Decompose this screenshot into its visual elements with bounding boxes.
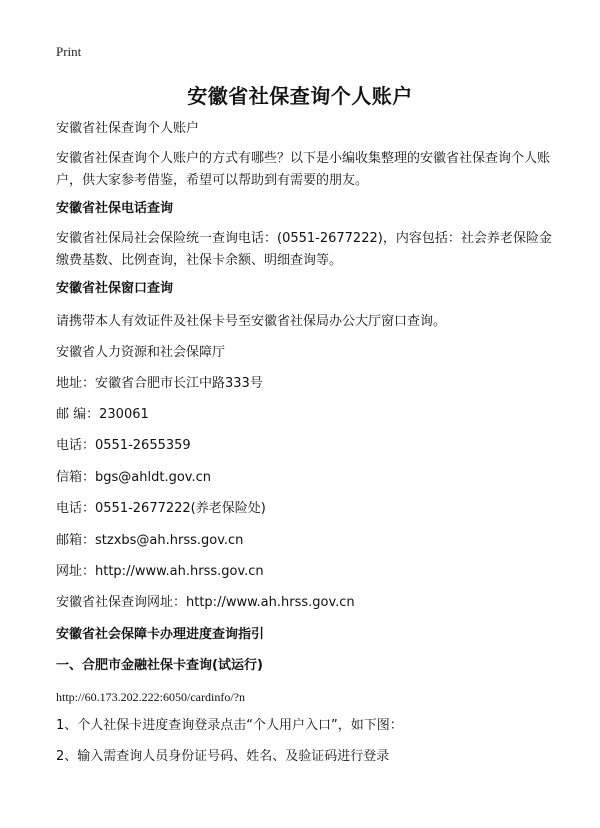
contact-query-site: 安徽省社保查询网址：http://www.ah.hrss.gov.cn: [56, 595, 355, 610]
contact-email-2: 邮箱：stzxbs@ah.hrss.gov.cn: [56, 533, 244, 548]
contact-phone-1: 电话：0551-2655359: [56, 438, 191, 453]
contact-address: 地址：安徽省合肥市长江中路333号: [56, 376, 263, 391]
page-title: 安徽省社保查询个人账户: [187, 84, 413, 108]
phone-section-body: 安徽省社保局社会保险统一查询电话：(0551-2677222)，内容包括：社会养老保险金缴费基数、比例查询，社保卡余额、明细查询等。: [56, 231, 552, 268]
card-step-2: 2、输入需查询人员身份证号码、姓名、及验证码进行登录: [56, 749, 390, 764]
window-section-body: 请携带本人有效证件及社保卡号至安徽省社保局办公大厅窗口查询。: [56, 314, 447, 329]
intro-label: 安徽省社保查询个人账户: [56, 121, 200, 136]
window-section-heading: 安徽省社保窗口查询: [56, 281, 174, 296]
card-section-heading: 安徽省社会保障卡办理进度查询指引: [56, 627, 265, 642]
print-link[interactable]: Print: [56, 44, 82, 59]
contact-postcode: 邮 编：230061: [56, 407, 149, 422]
card-sub-heading: 一、合肥市金融社保卡查询(试运行): [56, 658, 263, 673]
intro-paragraph: 安徽省社保查询个人账户的方式有哪些？以下是小编收集整理的安徽省社保查询个人账户，供大家参考借鉴，希望可以帮助到有需要的朋友。: [56, 151, 551, 188]
card-step-1: 1、个人社保卡进度查询登录点击“个人用户入口”，如下图：: [56, 718, 403, 733]
contact-org: 安徽省人力资源和社会保障厅: [56, 345, 226, 360]
contact-email-1: 信箱：bgs@ahldt.gov.cn: [56, 470, 211, 485]
contact-website: 网址：http://www.ah.hrss.gov.cn: [56, 564, 264, 579]
phone-section-heading: 安徽省社保电话查询: [56, 201, 174, 216]
card-query-url: http://60.173.202.222:6050/cardinfo/?n: [56, 690, 245, 704]
contact-phone-2: 电话：0551-2677222(养老保险处): [56, 501, 266, 516]
